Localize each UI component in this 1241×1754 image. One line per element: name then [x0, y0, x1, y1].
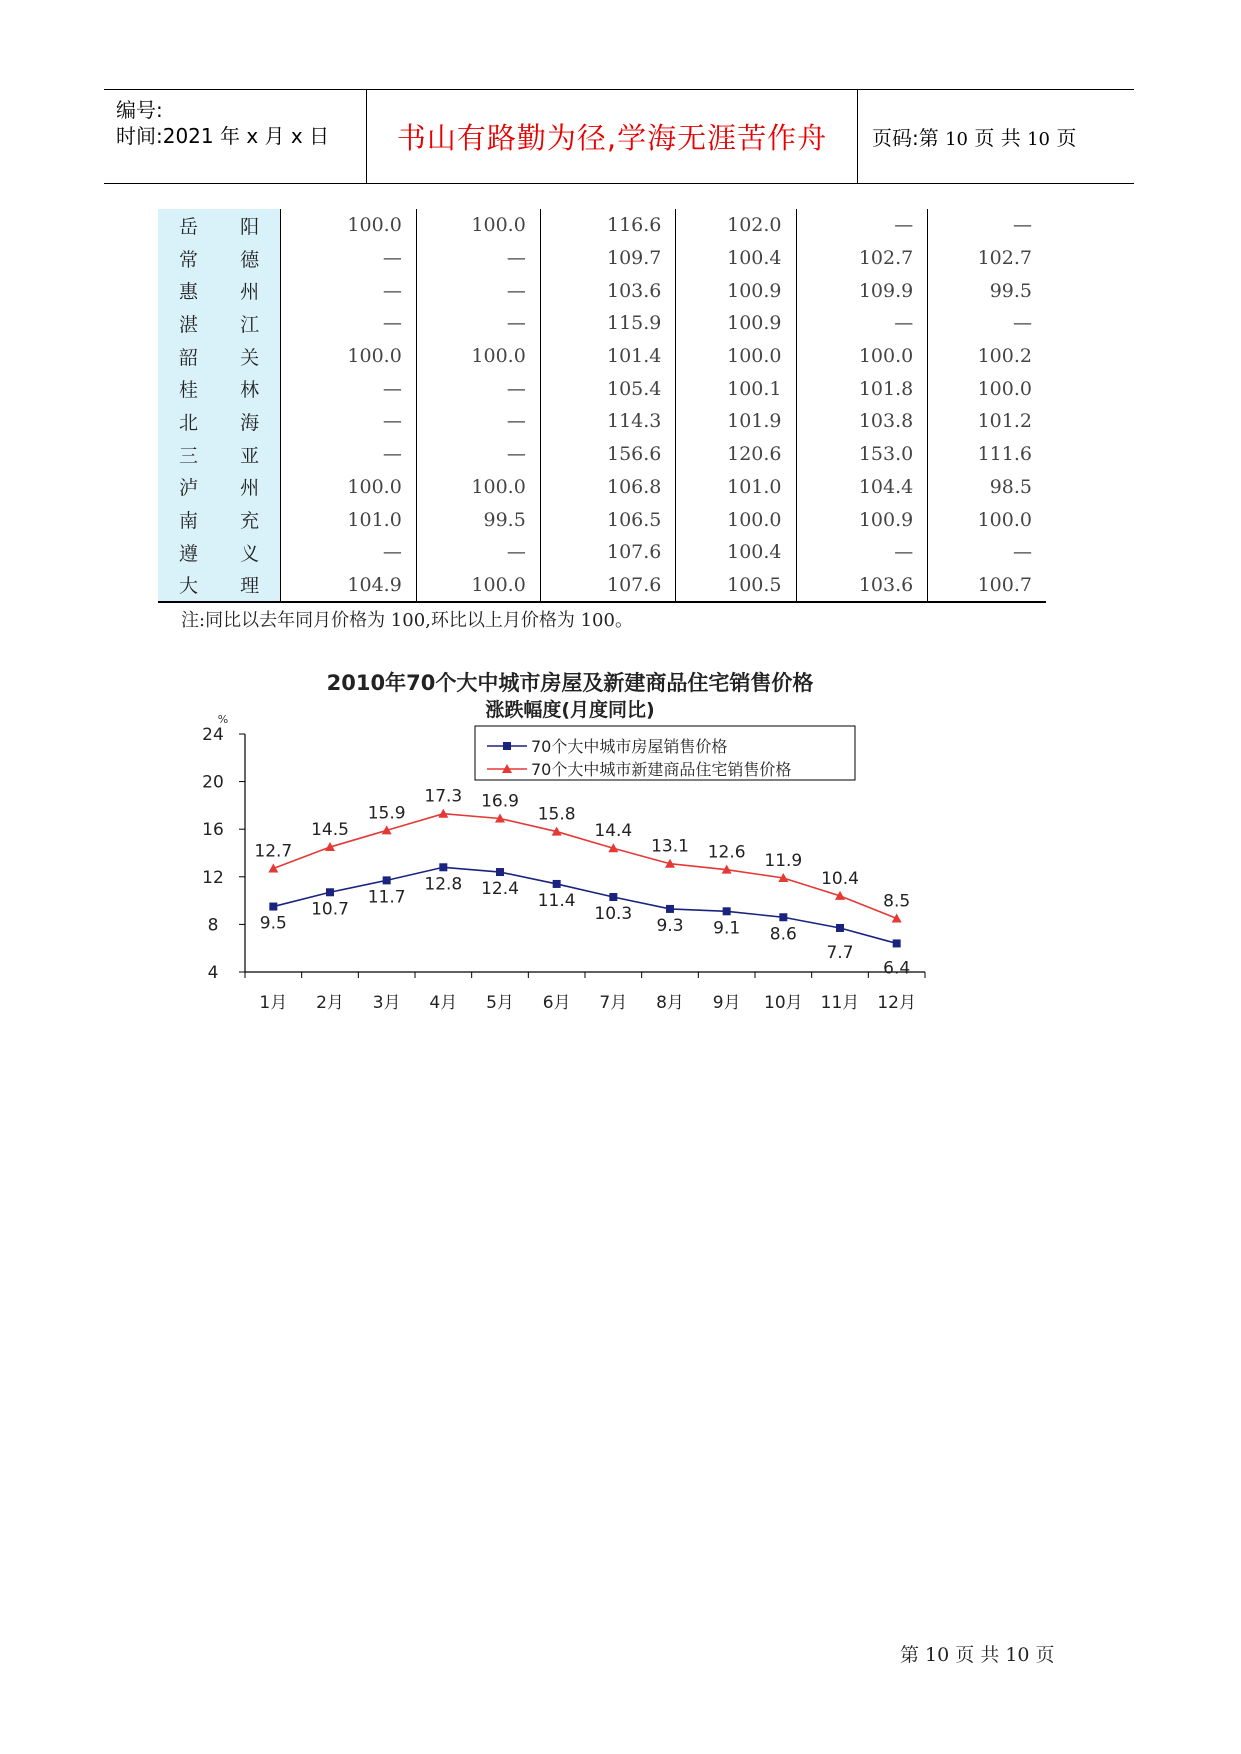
y-tick-label: 8: [207, 915, 219, 936]
city-char-2: 义: [240, 542, 260, 565]
city-char-2: 林: [240, 379, 260, 402]
data-point-square: [383, 876, 391, 884]
value-cell: 100.0: [416, 209, 540, 242]
value-cell: 101.2: [977, 410, 1032, 433]
city-char-2: 江: [240, 313, 260, 336]
chart-title: 2010年70个大中城市房屋及新建商品住宅销售价格: [326, 671, 814, 695]
number-label: 编号:: [116, 98, 163, 122]
page-footer: 第 10 页 共 10 页: [900, 1644, 1055, 1666]
value-cell: —: [281, 438, 417, 471]
city-cell: [158, 242, 281, 275]
value-cell: 100.0: [281, 209, 417, 242]
city-char-1: 桂: [179, 379, 199, 402]
header-motto-cell: [367, 90, 858, 183]
value-cell: —: [416, 438, 540, 471]
x-tick-label: 7月: [599, 993, 628, 1013]
value-cell: 99.5: [416, 503, 540, 536]
table-row: [158, 405, 1046, 438]
legend-label: 70个大中城市新建商品住宅销售价格: [531, 760, 792, 779]
y-tick-label: 4: [207, 963, 219, 983]
table-row: [158, 307, 1046, 340]
x-tick-label: 10月: [764, 993, 803, 1013]
value-cell: 115.9: [540, 307, 676, 340]
document-header: [104, 89, 1134, 184]
city-char-1: 岳: [179, 215, 199, 238]
data-point-square: [439, 863, 447, 871]
value-cell: —: [416, 242, 540, 275]
city-char-2: 德: [240, 248, 260, 271]
city-char-1: 常: [179, 248, 199, 271]
data-point-square: [723, 907, 731, 915]
value-cell: 100.0: [977, 377, 1032, 400]
legend-label: 70个大中城市房屋销售价格: [531, 737, 728, 756]
value-cell: 104.4: [796, 471, 928, 504]
city-char-2: 充: [240, 510, 260, 533]
city-char-1: 南: [179, 510, 199, 533]
city-char-2: 阳: [240, 215, 260, 238]
value-cell: 100.4: [676, 242, 796, 275]
value-cell: 103.8: [796, 405, 928, 438]
value-cell: 103.6: [540, 274, 676, 307]
data-label: 10.4: [821, 868, 859, 889]
city-char-1: 韶: [179, 346, 199, 369]
city-cell: [158, 307, 281, 340]
city-char-2: 海: [240, 411, 260, 434]
value-cell: 116.6: [540, 209, 676, 242]
value-cell: —: [796, 536, 928, 569]
value-cell: 101.9: [676, 405, 796, 438]
value-cell: 102.0: [676, 209, 796, 242]
value-cell: —: [416, 405, 540, 438]
value-cell: 100.0: [416, 569, 540, 603]
table-row: [158, 438, 1046, 471]
table-row: [158, 242, 1046, 275]
city-char-2: 关: [240, 346, 260, 369]
value-cell: 100.4: [676, 536, 796, 569]
value-cell: 100.0: [676, 503, 796, 536]
city-char-2: 州: [240, 281, 260, 304]
data-label: 10.7: [311, 899, 349, 920]
data-label: 14.5: [311, 820, 349, 841]
data-point-square: [326, 888, 334, 896]
data-point-square: [269, 903, 277, 911]
motto-text: 书山有路勤为径,学海无涯苦作舟: [396, 121, 828, 155]
value-cell: —: [796, 307, 928, 340]
data-label: 11.4: [537, 890, 576, 911]
page-mid: 页 共: [974, 126, 1021, 150]
city-char-1: 遵: [179, 542, 199, 565]
data-label: 15.8: [537, 804, 576, 825]
value-cell: 102.7: [796, 242, 928, 275]
value-cell: 100.0: [676, 340, 796, 373]
table-row: [158, 274, 1046, 307]
city-cell: [158, 471, 281, 504]
value-cell: 99.5: [989, 279, 1032, 302]
value-cell: 101.0: [676, 471, 796, 504]
value-cell: 107.6: [540, 569, 676, 603]
value-cell: —: [281, 372, 417, 405]
value-cell: 101.8: [796, 372, 928, 405]
value-cell: 100.0: [281, 340, 417, 373]
data-label: 17.3: [424, 786, 463, 807]
data-label: 8.6: [769, 924, 797, 945]
data-label: 10.3: [594, 904, 633, 925]
value-cell: 106.5: [540, 503, 676, 536]
city-cell: [158, 569, 281, 603]
value-cell: 102.7: [977, 247, 1032, 270]
city-char-1: 北: [179, 411, 199, 434]
value-cell: —: [796, 209, 928, 242]
value-cell: 100.5: [676, 569, 796, 603]
value-cell: —: [281, 242, 417, 275]
header-info-cell: [104, 90, 367, 183]
data-point-square: [553, 880, 561, 888]
y-tick-label: 16: [202, 820, 224, 841]
x-tick-label: 3月: [372, 993, 401, 1013]
x-tick-label: 6月: [542, 993, 571, 1013]
x-tick-label: 2月: [316, 993, 344, 1013]
city-cell: [158, 340, 281, 373]
table-row: [158, 340, 1046, 373]
value-cell: 100.0: [977, 508, 1032, 531]
data-label: 11.7: [367, 887, 406, 908]
value-cell: 101.0: [281, 503, 417, 536]
page-total: 10: [1027, 129, 1050, 150]
value-cell: —: [281, 536, 417, 569]
table-row: [158, 471, 1046, 504]
value-cell: 100.9: [676, 307, 796, 340]
value-cell: —: [1013, 214, 1032, 237]
x-tick-label: 4月: [429, 993, 458, 1013]
data-point-square: [836, 924, 844, 932]
value-cell: 107.6: [540, 536, 676, 569]
y-tick-label: 20: [202, 772, 224, 793]
table-row: [158, 209, 1046, 242]
data-label: 8.5: [883, 891, 911, 912]
x-tick-label: 1月: [259, 993, 288, 1013]
data-point-square: [609, 893, 617, 901]
data-label: 9.3: [656, 915, 684, 936]
city-cell: [158, 503, 281, 536]
table-body: [158, 209, 1046, 602]
price-index-table: [158, 209, 1046, 603]
y-axis-unit: %: [217, 713, 229, 726]
chart-subtitle: 涨跌幅度(月度同比): [485, 699, 655, 721]
price-trend-line-chart: [190, 660, 950, 1070]
data-label: 12.6: [707, 842, 746, 863]
city-char-1: 惠: [179, 281, 199, 304]
value-cell: 105.4: [540, 372, 676, 405]
value-cell: 100.0: [416, 471, 540, 504]
city-char-2: 亚: [240, 444, 260, 467]
city-cell: [158, 274, 281, 307]
table-row: [158, 503, 1046, 536]
city-char-1: 大: [179, 575, 199, 598]
value-cell: 100.2: [977, 345, 1032, 368]
data-point-triangle: [892, 913, 902, 922]
data-label: 13.1: [651, 836, 689, 857]
x-tick-label: 9月: [712, 993, 741, 1013]
legend-marker-square: [503, 742, 511, 750]
data-label: 7.7: [826, 942, 854, 963]
data-label: 14.4: [594, 821, 633, 842]
city-cell: [158, 209, 281, 242]
x-tick-label: 11月: [820, 993, 860, 1013]
value-cell: 109.7: [540, 242, 676, 275]
data-point-square: [893, 939, 901, 947]
data-label: 6.4: [883, 958, 911, 979]
data-point-square: [496, 868, 504, 876]
city-cell: [158, 372, 281, 405]
data-label: 12.7: [254, 841, 293, 862]
city-char-1: 泸: [179, 477, 199, 500]
value-cell: 111.6: [977, 443, 1032, 466]
value-cell: 100.9: [796, 503, 928, 536]
page-code: [858, 122, 1076, 151]
value-cell: —: [281, 307, 417, 340]
city-char-1: 三: [179, 444, 199, 467]
value-cell: 106.8: [540, 471, 676, 504]
data-label: 9.1: [713, 918, 741, 939]
value-cell: 100.0: [796, 340, 928, 373]
value-cell: 100.0: [281, 471, 417, 504]
value-cell: 104.9: [281, 569, 417, 603]
value-cell: 156.6: [540, 438, 676, 471]
value-cell: 103.6: [796, 569, 928, 603]
value-cell: —: [416, 536, 540, 569]
table-row: [158, 569, 1046, 603]
city-char-2: 州: [240, 477, 260, 500]
table-row: [158, 536, 1046, 569]
data-label: 15.9: [367, 803, 406, 824]
page-suffix: 页: [1056, 126, 1077, 150]
city-cell: [158, 536, 281, 569]
city-cell: [158, 438, 281, 471]
value-cell: 100.0: [416, 340, 540, 373]
table-row: [158, 372, 1046, 405]
value-cell: —: [1013, 312, 1032, 335]
value-cell: 114.3: [540, 405, 676, 438]
value-cell: 153.0: [796, 438, 928, 471]
value-cell: —: [416, 274, 540, 307]
y-tick-label: 12: [202, 867, 224, 888]
value-cell: 100.7: [977, 573, 1032, 596]
x-tick-label: 5月: [486, 993, 514, 1013]
city-char-1: 湛: [179, 313, 199, 336]
x-tick-label: 8月: [656, 993, 684, 1013]
time-label: 时间:2021 年 x 月 x 日: [116, 124, 330, 148]
data-label: 16.9: [481, 791, 519, 812]
value-cell: 109.9: [796, 274, 928, 307]
city-cell: [158, 405, 281, 438]
value-cell: 100.9: [676, 274, 796, 307]
page-code-label: 页码:第: [872, 126, 939, 150]
value-cell: 98.5: [989, 475, 1032, 498]
value-cell: —: [281, 274, 417, 307]
data-label: 9.5: [259, 913, 287, 934]
city-char-2: 理: [240, 575, 260, 598]
data-label: 12.8: [424, 874, 463, 895]
data-label: 11.9: [764, 850, 803, 871]
y-tick-label: 24: [202, 725, 224, 745]
value-cell: —: [281, 405, 417, 438]
page-current: 10: [945, 129, 969, 150]
value-cell: —: [416, 307, 540, 340]
x-tick-label: 12月: [877, 993, 916, 1013]
data-label: 12.4: [481, 879, 519, 900]
value-cell: 120.6: [676, 438, 796, 471]
value-cell: —: [1013, 541, 1032, 564]
value-cell: 100.1: [676, 372, 796, 405]
value-cell: —: [416, 372, 540, 405]
value-cell: 101.4: [540, 340, 676, 373]
table-note: 注:同比以去年同月价格为 100,环比以上月价格为 100。: [181, 610, 633, 631]
data-point-square: [666, 905, 674, 913]
header-page-cell: [858, 90, 1134, 183]
data-point-square: [779, 913, 787, 921]
